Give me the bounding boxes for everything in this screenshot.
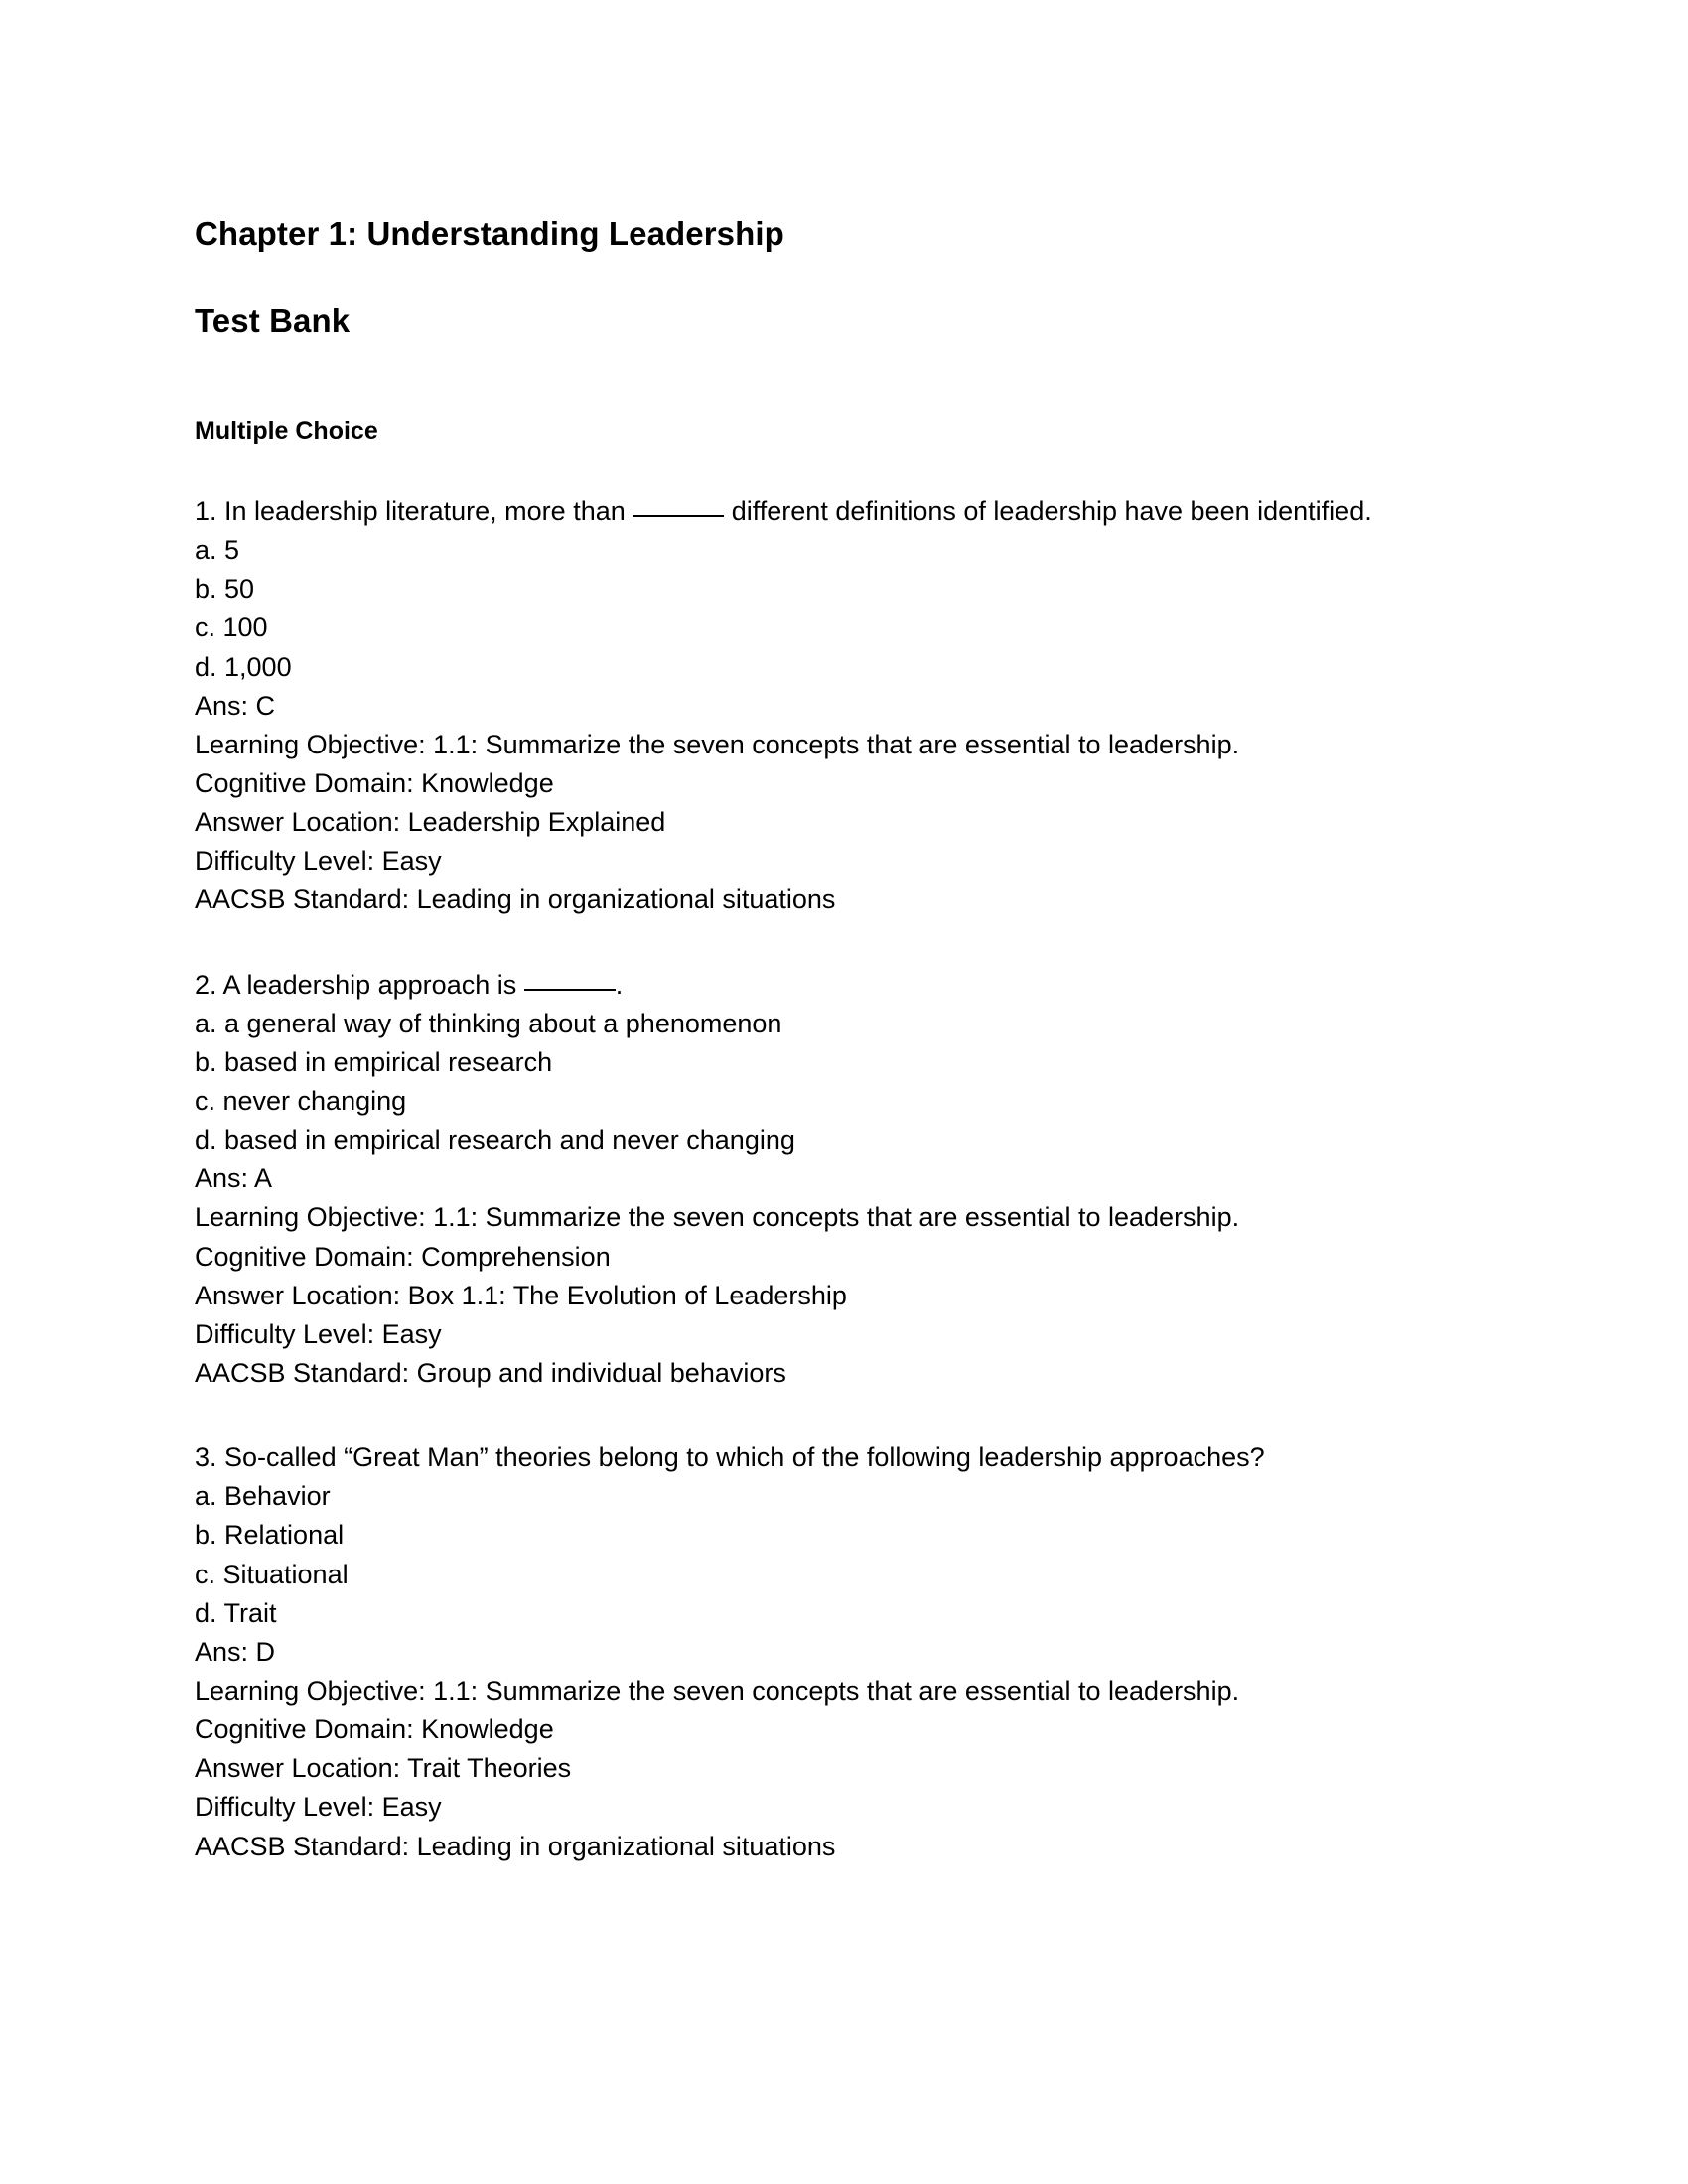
fill-in-blank xyxy=(633,515,724,517)
page-subtitle: Test Bank xyxy=(195,302,351,340)
cognitive-domain-line: Cognitive Domain: Knowledge xyxy=(195,767,554,798)
aacsb-standard-line: AACSB Standard: Group and individual behaviors xyxy=(195,1357,786,1388)
cognitive-domain-line: Cognitive Domain: Comprehension xyxy=(195,1241,611,1272)
fill-in-blank xyxy=(524,989,616,991)
answer-line: Ans: C xyxy=(195,690,276,721)
difficulty-level-line: Difficulty Level: Easy xyxy=(195,1318,442,1349)
answer-line: Ans: A xyxy=(195,1163,273,1194)
question-stem xyxy=(195,492,1460,531)
answer-location-line: Answer Location: Box 1.1: The Evolution of Leadership xyxy=(195,1280,847,1310)
question-block xyxy=(195,492,1460,920)
question-block xyxy=(195,966,1460,1394)
answer-line: Ans: D xyxy=(195,1636,276,1667)
option-d: d. based in empirical research and never changing xyxy=(195,1125,795,1156)
difficulty-level-line: Difficulty Level: Easy xyxy=(195,1792,442,1823)
option-a: a. Behavior xyxy=(195,1481,331,1512)
option-b: b. Relational xyxy=(195,1520,345,1551)
learning-objective-line: Learning Objective: 1.1: Summarize the seven concepts that are essential to leadership. xyxy=(195,1675,1240,1706)
option-c: c. Situational xyxy=(195,1559,349,1589)
answer-location-line: Answer Location: Trait Theories xyxy=(195,1753,572,1784)
question-stem-after: . xyxy=(615,969,624,1000)
question-stem xyxy=(195,966,1460,1005)
question-stem-after: different definitions of leadership have been identified. xyxy=(724,496,1372,526)
question-stem-before: 2. A leadership approach is xyxy=(195,969,524,1000)
option-d: d. 1,000 xyxy=(195,651,292,682)
question-stem-before: 1. In leadership literature, more than xyxy=(195,496,633,526)
learning-objective-line: Learning Objective: 1.1: Summarize the seven concepts that are essential to leadership. xyxy=(195,729,1240,759)
section-heading-multiple-choice: Multiple Choice xyxy=(195,416,378,445)
learning-objective-line: Learning Objective: 1.1: Summarize the seven concepts that are essential to leadership. xyxy=(195,1202,1240,1233)
option-c: c. never changing xyxy=(195,1085,407,1116)
aacsb-standard-line: AACSB Standard: Leading in organizational situations xyxy=(195,1831,836,1861)
cognitive-domain-line: Cognitive Domain: Knowledge xyxy=(195,1714,554,1745)
difficulty-level-line: Difficulty Level: Easy xyxy=(195,846,442,877)
option-d: d. Trait xyxy=(195,1597,277,1628)
question-stem: 3. So-called “Great Man” theories belong to which of the following leadership approaches? xyxy=(195,1442,1265,1473)
option-b: b. based in empirical research xyxy=(195,1046,553,1077)
answer-location-line: Answer Location: Leadership Explained xyxy=(195,807,666,838)
option-a: a. a general way of thinking about a phenomenon xyxy=(195,1008,782,1038)
question-block xyxy=(195,1438,1460,1866)
aacsb-standard-line: AACSB Standard: Leading in organizational situations xyxy=(195,885,836,915)
page-title: Chapter 1: Understanding Leadership xyxy=(195,215,784,252)
option-a: a. 5 xyxy=(195,535,240,566)
option-c: c. 100 xyxy=(195,613,268,643)
option-b: b. 50 xyxy=(195,574,255,605)
